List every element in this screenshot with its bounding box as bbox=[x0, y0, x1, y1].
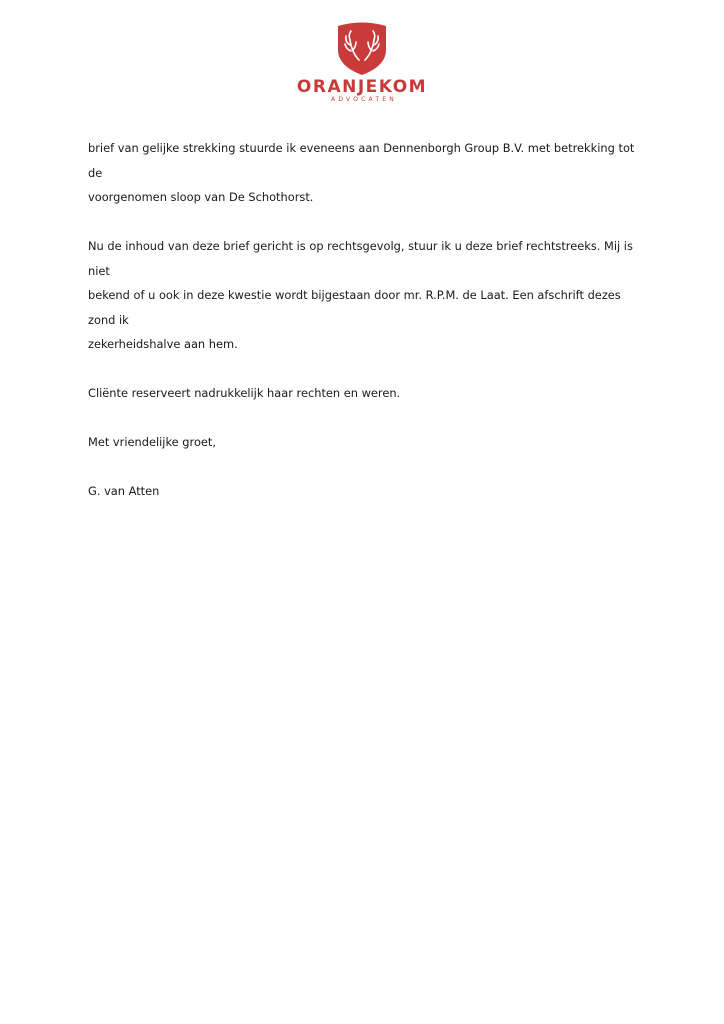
brand-name: ORANJEKOM bbox=[296, 77, 428, 97]
letterhead bbox=[0, 20, 724, 104]
paragraph-2-line-1: Nu de inhoud van deze brief gericht is op rechtsgevolg, stuur ik u deze brief rechtstreeks. Mij is niet bbox=[88, 239, 633, 278]
paragraph-1 bbox=[88, 136, 648, 210]
signatory: G. van Atten bbox=[88, 484, 160, 498]
antlers-shield-icon bbox=[336, 20, 388, 76]
letter-body bbox=[88, 136, 648, 528]
paragraph-2-line-2: bekend of u ook in deze kwestie wordt bijgestaan door mr. R.P.M. de Laat. Een afschrift dezes zond ik bbox=[88, 288, 621, 327]
paragraph-1-line-1: brief van gelijke strekking stuurde ik eveneens aan Dennenborgh Group B.V. met betrekking tot de bbox=[88, 141, 635, 180]
paragraph-2-line-3: zekerheidshalve aan hem. bbox=[88, 337, 238, 351]
paragraph-1-line-2: voorgenomen sloop van De Schothorst. bbox=[88, 190, 314, 204]
closing: Met vriendelijke groet, bbox=[88, 435, 217, 449]
paragraph-3: Cliënte reserveert nadrukkelijk haar rechten en weren. bbox=[88, 386, 401, 400]
brand-subtitle: ADVOCATEN bbox=[331, 96, 397, 103]
paragraph-2 bbox=[88, 234, 648, 357]
